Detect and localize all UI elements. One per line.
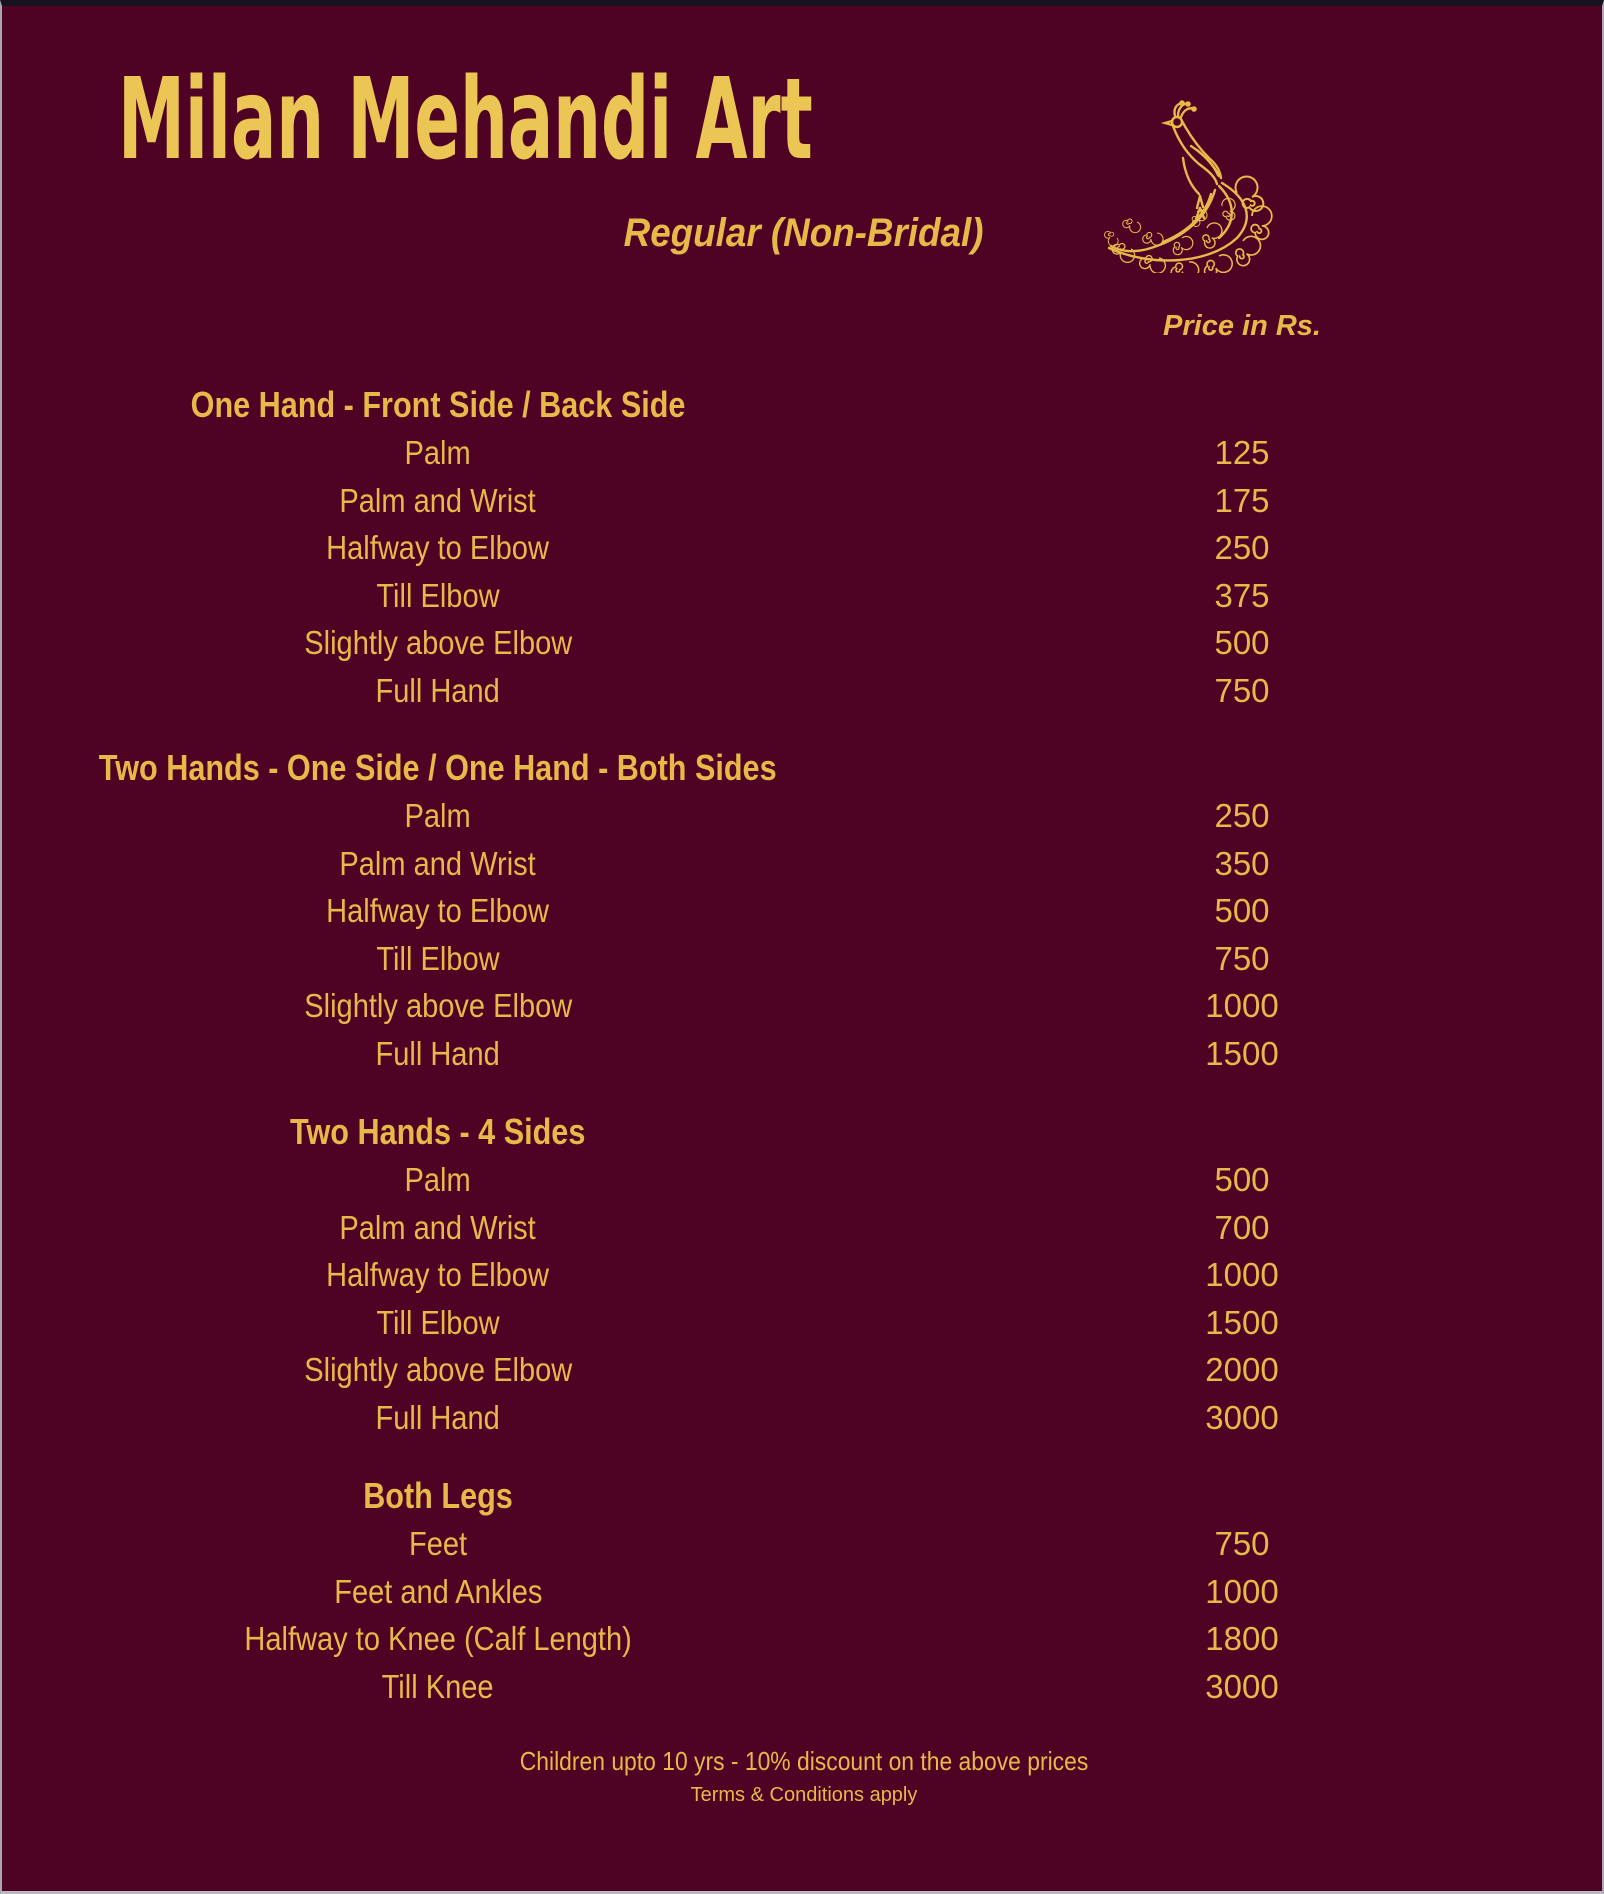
- section-heading: [2, 744, 874, 792]
- section-heading-text: Both Legs: [363, 1475, 513, 1516]
- menu-row: [2, 1346, 1604, 1394]
- item-price: 500: [1214, 624, 1270, 661]
- section-heading: [2, 1108, 874, 1156]
- peacock-icon: [1087, 98, 1297, 273]
- menu-row: [2, 1615, 1604, 1663]
- item-price: 700: [1214, 1208, 1270, 1246]
- terms-note: Terms & Conditions apply: [690, 1784, 918, 1806]
- item-price: 750: [1214, 939, 1270, 977]
- item-price: 250: [1214, 797, 1270, 834]
- item-label-text: Palm and Wrist: [339, 1208, 537, 1246]
- menu-row: [2, 1394, 1604, 1442]
- menu-row: [2, 1299, 1604, 1347]
- item-price: 750: [1214, 671, 1270, 709]
- item-label: [2, 1346, 874, 1394]
- section-one-hand: [2, 381, 1604, 714]
- item-label: [2, 1568, 874, 1616]
- item-price: 750: [1214, 1525, 1270, 1562]
- menu-row: [2, 477, 1604, 525]
- item-label: [2, 1030, 874, 1078]
- section-heading-text: One Hand - Front Side / Back Side: [190, 384, 686, 425]
- item-label: [2, 1156, 874, 1204]
- page-subtitle: [2, 209, 1604, 257]
- section-two-hands-one-side: [2, 744, 1604, 1077]
- item-label-text: Slightly above Elbow: [304, 624, 572, 661]
- price-column-header: Price in Rs.: [1163, 310, 1321, 342]
- item-label-text: Slightly above Elbow: [304, 987, 572, 1024]
- menu-row: [2, 429, 1604, 477]
- section-heading-text: Two Hands - 4 Sides: [290, 1111, 586, 1152]
- item-label-text: Till Elbow: [376, 1303, 500, 1341]
- item-price: 500: [1214, 892, 1270, 929]
- menu-row: [2, 1663, 1604, 1711]
- item-label: [2, 840, 874, 888]
- item-label-text: Feet: [408, 1525, 468, 1562]
- menu-row: [2, 667, 1604, 715]
- item-label: [2, 667, 874, 715]
- item-price: 375: [1214, 576, 1270, 614]
- menu-row: [2, 840, 1604, 888]
- item-label-text: Halfway to Elbow: [326, 1256, 550, 1293]
- menu-row: [2, 572, 1604, 620]
- menu-row: [2, 1251, 1604, 1299]
- item-label-text: Halfway to Elbow: [326, 892, 550, 929]
- item-label: [2, 477, 874, 525]
- item-price: 1500: [1205, 1303, 1279, 1341]
- item-price: 500: [1214, 1161, 1270, 1198]
- menu-row: [2, 1520, 1604, 1568]
- item-label-text: Slightly above Elbow: [304, 1351, 572, 1388]
- item-price: 250: [1214, 529, 1270, 566]
- item-label: [2, 1663, 874, 1711]
- children-discount-note: [2, 1744, 1604, 1778]
- menu-row: [2, 524, 1604, 572]
- item-label: [2, 887, 874, 935]
- item-label-text: Palm and Wrist: [339, 844, 537, 882]
- page-subtitle-text: Regular (Non-Bridal): [624, 211, 984, 255]
- item-label: [2, 935, 874, 983]
- item-price: 350: [1214, 844, 1270, 882]
- item-label-text: Palm: [404, 434, 472, 471]
- item-price: 3000: [1205, 1398, 1279, 1436]
- item-label-text: Palm: [404, 797, 472, 834]
- section-two-hands-4-sides: [2, 1108, 1604, 1441]
- menu-row: [2, 1030, 1604, 1078]
- menu-row: [2, 619, 1604, 667]
- item-label: [2, 619, 874, 667]
- item-label: [2, 1615, 874, 1663]
- menu-row: [2, 1568, 1604, 1616]
- item-label-text: Full Hand: [375, 671, 501, 709]
- section-heading: [2, 381, 874, 429]
- item-label-text: Feet and Ankles: [333, 1572, 543, 1610]
- item-price: 1000: [1205, 987, 1279, 1024]
- item-label: [2, 1299, 874, 1347]
- item-label: [2, 792, 874, 840]
- item-label: [2, 572, 874, 620]
- item-price: 2000: [1205, 1351, 1279, 1388]
- item-price: 1500: [1205, 1034, 1279, 1072]
- item-label-text: Till Knee: [382, 1667, 494, 1705]
- item-price: 3000: [1205, 1667, 1279, 1705]
- page-title-text: Milan Mehandi Art: [118, 55, 813, 185]
- item-label: [2, 982, 874, 1030]
- item-label-text: Full Hand: [375, 1034, 501, 1072]
- item-label-text: Halfway to Knee (Calf Length): [244, 1620, 632, 1657]
- section-heading: [2, 1472, 874, 1520]
- item-label-text: Halfway to Elbow: [326, 529, 550, 566]
- item-price: 1000: [1205, 1572, 1279, 1610]
- menu-row: [2, 1204, 1604, 1252]
- item-label-text: Till Elbow: [376, 939, 500, 977]
- item-label: [2, 1394, 874, 1442]
- menu-row: [2, 1156, 1604, 1204]
- item-price: 175: [1214, 481, 1270, 519]
- item-label-text: Palm and Wrist: [339, 481, 537, 519]
- menu-row: [2, 792, 1604, 840]
- item-price: 1000: [1205, 1256, 1279, 1293]
- item-price: 125: [1214, 434, 1270, 471]
- menu-row: [2, 982, 1604, 1030]
- item-label: [2, 1520, 874, 1568]
- children-discount-note-text: Children upto 10 yrs - 10% discount on the above prices: [519, 1746, 1089, 1776]
- item-label-text: Till Elbow: [376, 576, 500, 614]
- section-heading-text: Two Hands - One Side / One Hand - Both Sides: [99, 747, 777, 788]
- item-label: [2, 524, 874, 572]
- item-label-text: Full Hand: [375, 1398, 501, 1436]
- item-price: 1800: [1205, 1620, 1279, 1657]
- item-label: [2, 1204, 874, 1252]
- item-label: [2, 1251, 874, 1299]
- menu-row: [2, 935, 1604, 983]
- item-label-text: Palm: [404, 1161, 472, 1198]
- item-label: [2, 429, 874, 477]
- section-both-legs: [2, 1472, 1604, 1710]
- menu-row: [2, 887, 1604, 935]
